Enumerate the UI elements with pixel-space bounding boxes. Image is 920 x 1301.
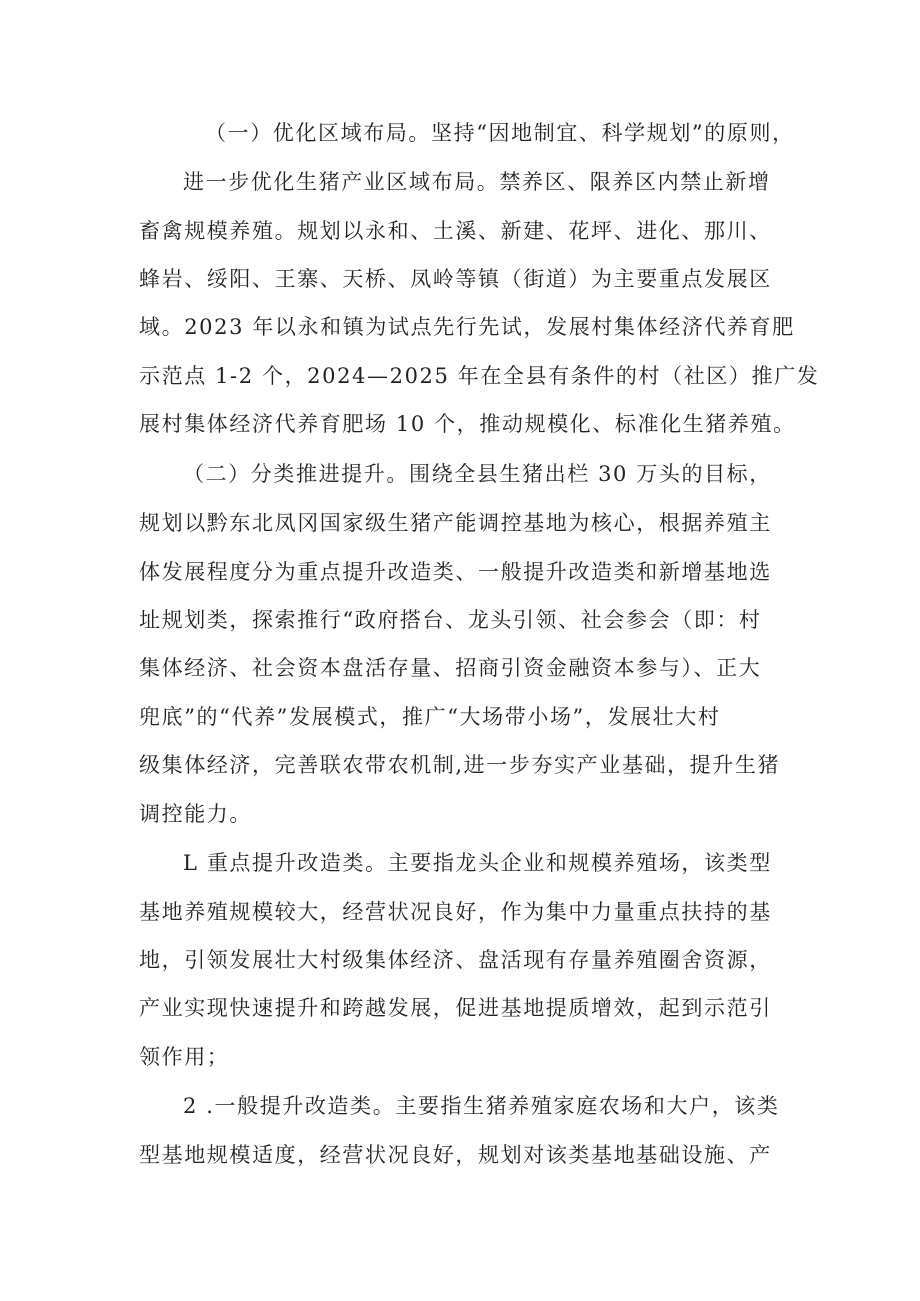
text-line: （一）优化区域布局。坚持“因地制宜、科学规划”的原则， bbox=[205, 121, 795, 145]
text-line: 调控能力。 bbox=[139, 802, 252, 826]
text-line: 型基地规模适度，经营状况良好，规划对该类基地基础设施、产 bbox=[139, 1143, 772, 1167]
text-line: 产业实现快速提升和跨越发展，促进基地提质增效，起到示范引 bbox=[139, 996, 772, 1020]
text-line: 址规划类，探索推行“政府搭台、龙头引领、社会参会（即：村 bbox=[139, 608, 762, 632]
text-line: 展村集体经济代养育肥场 10 个，推动规模化、标准化生猪养殖。 bbox=[139, 412, 796, 436]
text-line: 兜底”的“代养”发展模式，推广“大场带小场”，发展壮大村 bbox=[139, 705, 721, 729]
text-line: 2 .一般提升改造类。主要指生猪养殖家庭农场和大户，该类 bbox=[183, 1094, 780, 1118]
text-line: 级集体经济，完善联农带农机制,进一步夯实产业基础，提升生猪 bbox=[139, 753, 781, 777]
text-line: 地，引领发展壮大村级集体经济、盘活现有存量养殖圈舍资源， bbox=[139, 948, 772, 972]
text-line: 体发展程度分为重点提升改造类、一般提升改造类和新增基地选 bbox=[139, 560, 772, 584]
text-line: 领作用； bbox=[139, 1045, 230, 1069]
text-line: L 重点提升改造类。主要指龙头企业和规模养殖场，该类型 bbox=[183, 851, 772, 875]
text-line: 畜禽规模养殖。规划以永和、土溪、新建、花坪、进化、那川、 bbox=[139, 219, 772, 243]
text-line: 进一步优化生猪产业区域布局。禁养区、限养区内禁止新增 bbox=[183, 170, 771, 194]
text-line: （二）分类推进提升。围绕全县生猪出栏 30 万头的目标， bbox=[183, 462, 772, 486]
text-line: 集体经济、社会资本盘活存量、招商引资金融资本参与）、正大 bbox=[139, 656, 762, 680]
text-line: 域。2023 年以永和镇为试点先行先试，发展村集体经济代养育肥 bbox=[139, 315, 795, 339]
text-line: 基地养殖规模较大，经营状况良好，作为集中力量重点扶持的基 bbox=[139, 900, 772, 924]
text-line: 示范点 1-2 个，2024—2025 年在全县有条件的村（社区）推广发 bbox=[139, 364, 820, 388]
text-line: 蜂岩、绥阳、王寨、天桥、凤岭等镇（街道）为主要重点发展区 bbox=[139, 267, 772, 291]
text-line: 规划以黔东北凤冈国家级生猪产能调控基地为核心，根据养殖主 bbox=[139, 511, 772, 535]
